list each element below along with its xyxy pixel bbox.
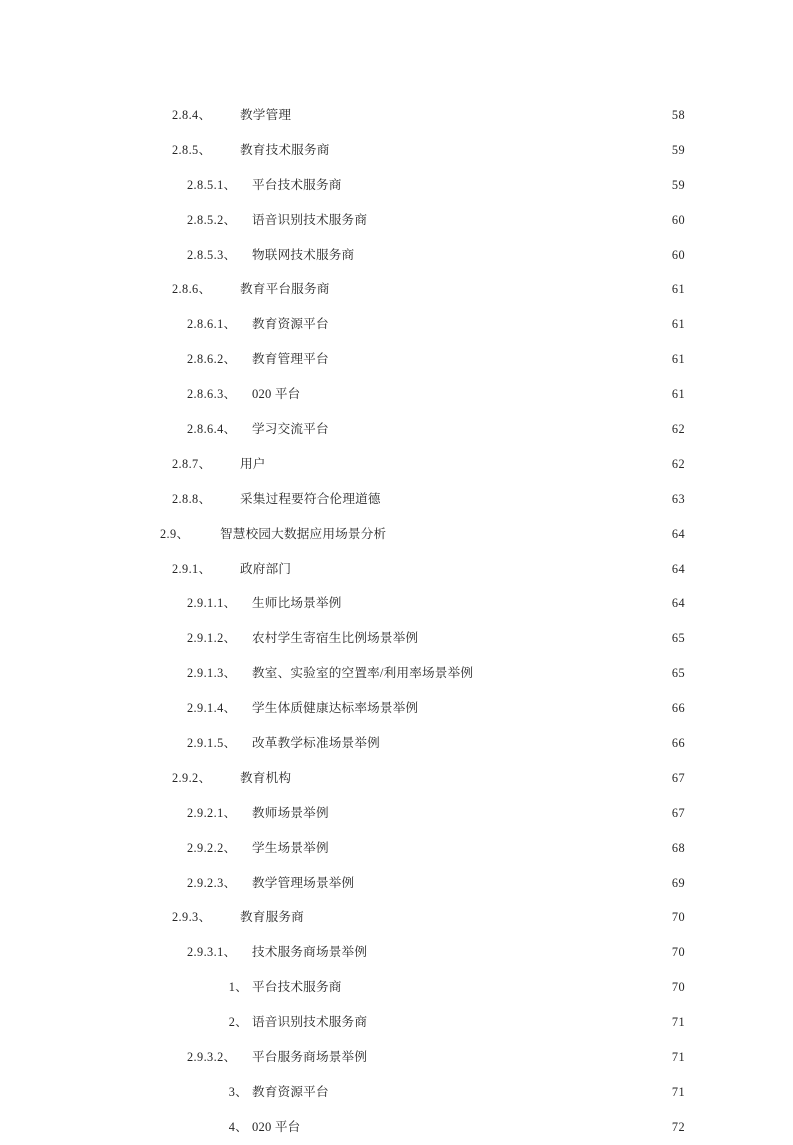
toc-page-number: 72: [671, 1119, 685, 1134]
toc-entry-number: 2.8.6.3、: [187, 387, 237, 402]
toc-entry-title: 学习交流平台: [252, 422, 329, 437]
toc-entry-title: 教育平台服务商: [240, 282, 330, 297]
toc-page-number: 64: [671, 561, 685, 576]
toc-entry-title: 020 平台: [252, 1119, 301, 1134]
toc-page-number: 58: [671, 108, 685, 122]
toc-page-number: 61: [671, 317, 685, 332]
toc-entry-title: 用户: [240, 456, 266, 471]
toc-dot-leader: [419, 630, 657, 643]
toc-entry-number: 2.8.5.2、: [187, 212, 237, 227]
toc-dot-leader: [292, 769, 657, 782]
toc-page-number: 67: [671, 805, 685, 820]
toc-page-number: 64: [671, 526, 685, 541]
toc-dot-leader: [368, 211, 657, 224]
toc-page-number: 62: [671, 456, 685, 471]
toc-entry[interactable]: [0, 656, 793, 691]
toc-entry-title: 020 平台: [252, 387, 301, 402]
toc-entry-title: 教学管理场景举例: [252, 875, 355, 890]
toc-entry[interactable]: [0, 272, 793, 307]
toc-entry[interactable]: [0, 447, 793, 482]
toc-entry-title: 改革教学标准场景举例: [252, 736, 380, 751]
toc-entry-number: 2.9.2、: [172, 770, 212, 785]
toc-dot-leader: [343, 979, 657, 992]
toc-page-number: 61: [671, 352, 685, 367]
toc-entry-title: 生师比场景举例: [252, 596, 342, 611]
toc-entry[interactable]: [0, 1040, 793, 1075]
toc-dot-leader: [292, 106, 657, 119]
toc-page-number: 70: [671, 945, 685, 960]
toc-page-number: 59: [671, 177, 685, 192]
table-of-contents: [0, 98, 793, 1145]
toc-entry[interactable]: [0, 621, 793, 656]
toc-entry-number: 2.8.6.1、: [187, 317, 237, 332]
toc-dot-leader: [368, 1048, 657, 1061]
toc-dot-leader: [355, 874, 657, 887]
toc-page-number: 60: [671, 212, 685, 227]
toc-page-number: 71: [671, 1050, 685, 1065]
toc-entry[interactable]: [0, 552, 793, 587]
toc-dot-leader: [474, 665, 657, 678]
toc-entry[interactable]: [0, 726, 793, 761]
toc-entry-number: 2、: [228, 1015, 248, 1030]
toc-entry-number: 2.9.3.1、: [187, 945, 237, 960]
toc-entry-title: 平台技术服务商: [252, 177, 342, 192]
toc-entry[interactable]: [0, 168, 793, 203]
toc-entry-number: 2.9.2.2、: [187, 840, 237, 855]
toc-entry[interactable]: [0, 482, 793, 517]
toc-dot-leader: [330, 351, 657, 364]
toc-entry-title: 教育资源平台: [252, 317, 329, 332]
toc-entry-number: 2.9.3、: [172, 910, 212, 925]
toc-entry[interactable]: [0, 935, 793, 970]
toc-page-number: 62: [671, 422, 685, 437]
toc-entry[interactable]: [0, 796, 793, 831]
toc-entry[interactable]: [0, 342, 793, 377]
toc-entry-number: 2.8.7、: [172, 456, 212, 471]
toc-page-number: 60: [671, 247, 685, 262]
toc-entry[interactable]: [0, 586, 793, 621]
toc-entry[interactable]: [0, 900, 793, 935]
toc-entry-title: 教室、实验室的空置率/利用率场景举例: [252, 666, 474, 681]
toc-entry-title: 技术服务商场景举例: [252, 945, 368, 960]
toc-entry[interactable]: [0, 98, 793, 133]
toc-page-number: 71: [671, 1015, 685, 1030]
toc-entry-number: 4、: [228, 1119, 248, 1134]
toc-entry[interactable]: [0, 377, 793, 412]
toc-dot-leader: [305, 909, 657, 922]
toc-entry-number: 2.9.2.1、: [187, 805, 237, 820]
toc-entry-number: 2.9.1.4、: [187, 701, 237, 716]
toc-entry-number: 2.9.2.3、: [187, 875, 237, 890]
toc-entry-title: 教育管理平台: [252, 352, 329, 367]
toc-dot-leader: [330, 316, 657, 329]
toc-entry-title: 教育技术服务商: [240, 142, 330, 157]
toc-dot-leader: [355, 246, 657, 259]
toc-dot-leader: [368, 944, 657, 957]
toc-dot-leader: [267, 455, 657, 468]
toc-dot-leader: [419, 700, 657, 713]
toc-dot-leader: [382, 490, 657, 503]
toc-entry[interactable]: [0, 761, 793, 796]
toc-entry-title: 平台服务商场景举例: [252, 1050, 368, 1065]
toc-entry-number: 2.8.6、: [172, 282, 212, 297]
toc-dot-leader: [331, 281, 657, 294]
toc-entry-number: 2.9.1.1、: [187, 596, 237, 611]
toc-entry[interactable]: [0, 691, 793, 726]
toc-dot-leader: [387, 525, 657, 538]
toc-dot-leader: [331, 141, 657, 154]
toc-entry-number: 2.8.6.4、: [187, 422, 237, 437]
toc-entry[interactable]: [0, 1005, 793, 1040]
toc-page-number: 70: [671, 910, 685, 925]
toc-dot-leader: [330, 804, 657, 817]
toc-page-number: 69: [671, 875, 685, 890]
toc-entry-title: 学生体质健康达标率场景举例: [252, 701, 419, 716]
toc-entry[interactable]: [0, 133, 793, 168]
toc-page-number: 64: [671, 596, 685, 611]
toc-entry[interactable]: [0, 1110, 793, 1145]
toc-dot-leader: [330, 1083, 657, 1096]
toc-page-number: 65: [671, 666, 685, 681]
toc-entry-number: 2.9.1.5、: [187, 736, 237, 751]
toc-entry-title: 语音识别技术服务商: [252, 1015, 368, 1030]
toc-entry-number: 1、: [228, 980, 248, 995]
toc-entry-title: 智慧校园大数据应用场景分析: [220, 526, 387, 541]
toc-entry-title: 教育服务商: [240, 910, 304, 925]
toc-entry[interactable]: [0, 831, 793, 866]
toc-entry[interactable]: [0, 517, 793, 552]
toc-entry-title: 农村学生寄宿生比例场景举例: [252, 631, 419, 646]
toc-entry-number: 2.9.1.3、: [187, 666, 237, 681]
toc-entry[interactable]: [0, 1075, 793, 1110]
toc-entry-number: 2.9.1、: [172, 561, 212, 576]
toc-entry-title: 政府部门: [240, 561, 292, 576]
toc-entry[interactable]: [0, 866, 793, 901]
toc-entry[interactable]: [0, 307, 793, 342]
toc-page-number: 66: [671, 701, 685, 716]
toc-page-number: 66: [671, 736, 685, 751]
toc-page-number: 61: [671, 282, 685, 297]
toc-entry-title: 物联网技术服务商: [252, 247, 355, 262]
toc-entry-title: 教育资源平台: [252, 1084, 329, 1099]
toc-entry-number: 2.8.6.2、: [187, 352, 237, 367]
toc-entry[interactable]: [0, 238, 793, 273]
toc-entry-number: 2.8.4、: [172, 108, 212, 122]
toc-page-number: 65: [671, 631, 685, 646]
toc-entry-number: 2.8.5.3、: [187, 247, 237, 262]
toc-dot-leader: [301, 1118, 657, 1131]
toc-page-number: 59: [671, 142, 685, 157]
toc-dot-leader: [330, 839, 657, 852]
toc-dot-leader: [343, 595, 657, 608]
toc-dot-leader: [330, 420, 657, 433]
toc-entry-number: 2.8.8、: [172, 491, 212, 506]
toc-entry-number: 2.9.1.2、: [187, 631, 237, 646]
toc-entry-title: 教育机构: [240, 770, 292, 785]
toc-entry-number: 3、: [228, 1084, 248, 1099]
toc-page-number: 67: [671, 770, 685, 785]
toc-page-number: 61: [671, 387, 685, 402]
toc-entry-number: 2.8.5、: [172, 142, 212, 157]
toc-entry-title: 教师场景举例: [252, 805, 329, 820]
toc-entry-title: 语音识别技术服务商: [252, 212, 368, 227]
toc-entry-title: 平台技术服务商: [252, 980, 342, 995]
toc-dot-leader: [343, 176, 657, 189]
toc-page-number: 70: [671, 980, 685, 995]
toc-dot-leader: [301, 386, 657, 399]
toc-entry-number: 2.8.5.1、: [187, 177, 237, 192]
toc-dot-leader: [292, 560, 657, 573]
toc-dot-leader: [368, 1014, 657, 1027]
toc-entry[interactable]: [0, 412, 793, 447]
toc-page-number: 68: [671, 840, 685, 855]
toc-entry-title: 采集过程要符合伦理道德: [240, 491, 381, 506]
toc-entry-title: 学生场景举例: [252, 840, 329, 855]
toc-page-number: 71: [671, 1084, 685, 1099]
toc-entry[interactable]: [0, 203, 793, 238]
toc-entry-number: 2.9、: [160, 526, 190, 541]
toc-entry-number: 2.9.3.2、: [187, 1050, 237, 1065]
toc-page-number: 63: [671, 491, 685, 506]
toc-dot-leader: [381, 734, 657, 747]
toc-entry[interactable]: [0, 970, 793, 1005]
toc-entry-title: 教学管理: [240, 108, 292, 122]
